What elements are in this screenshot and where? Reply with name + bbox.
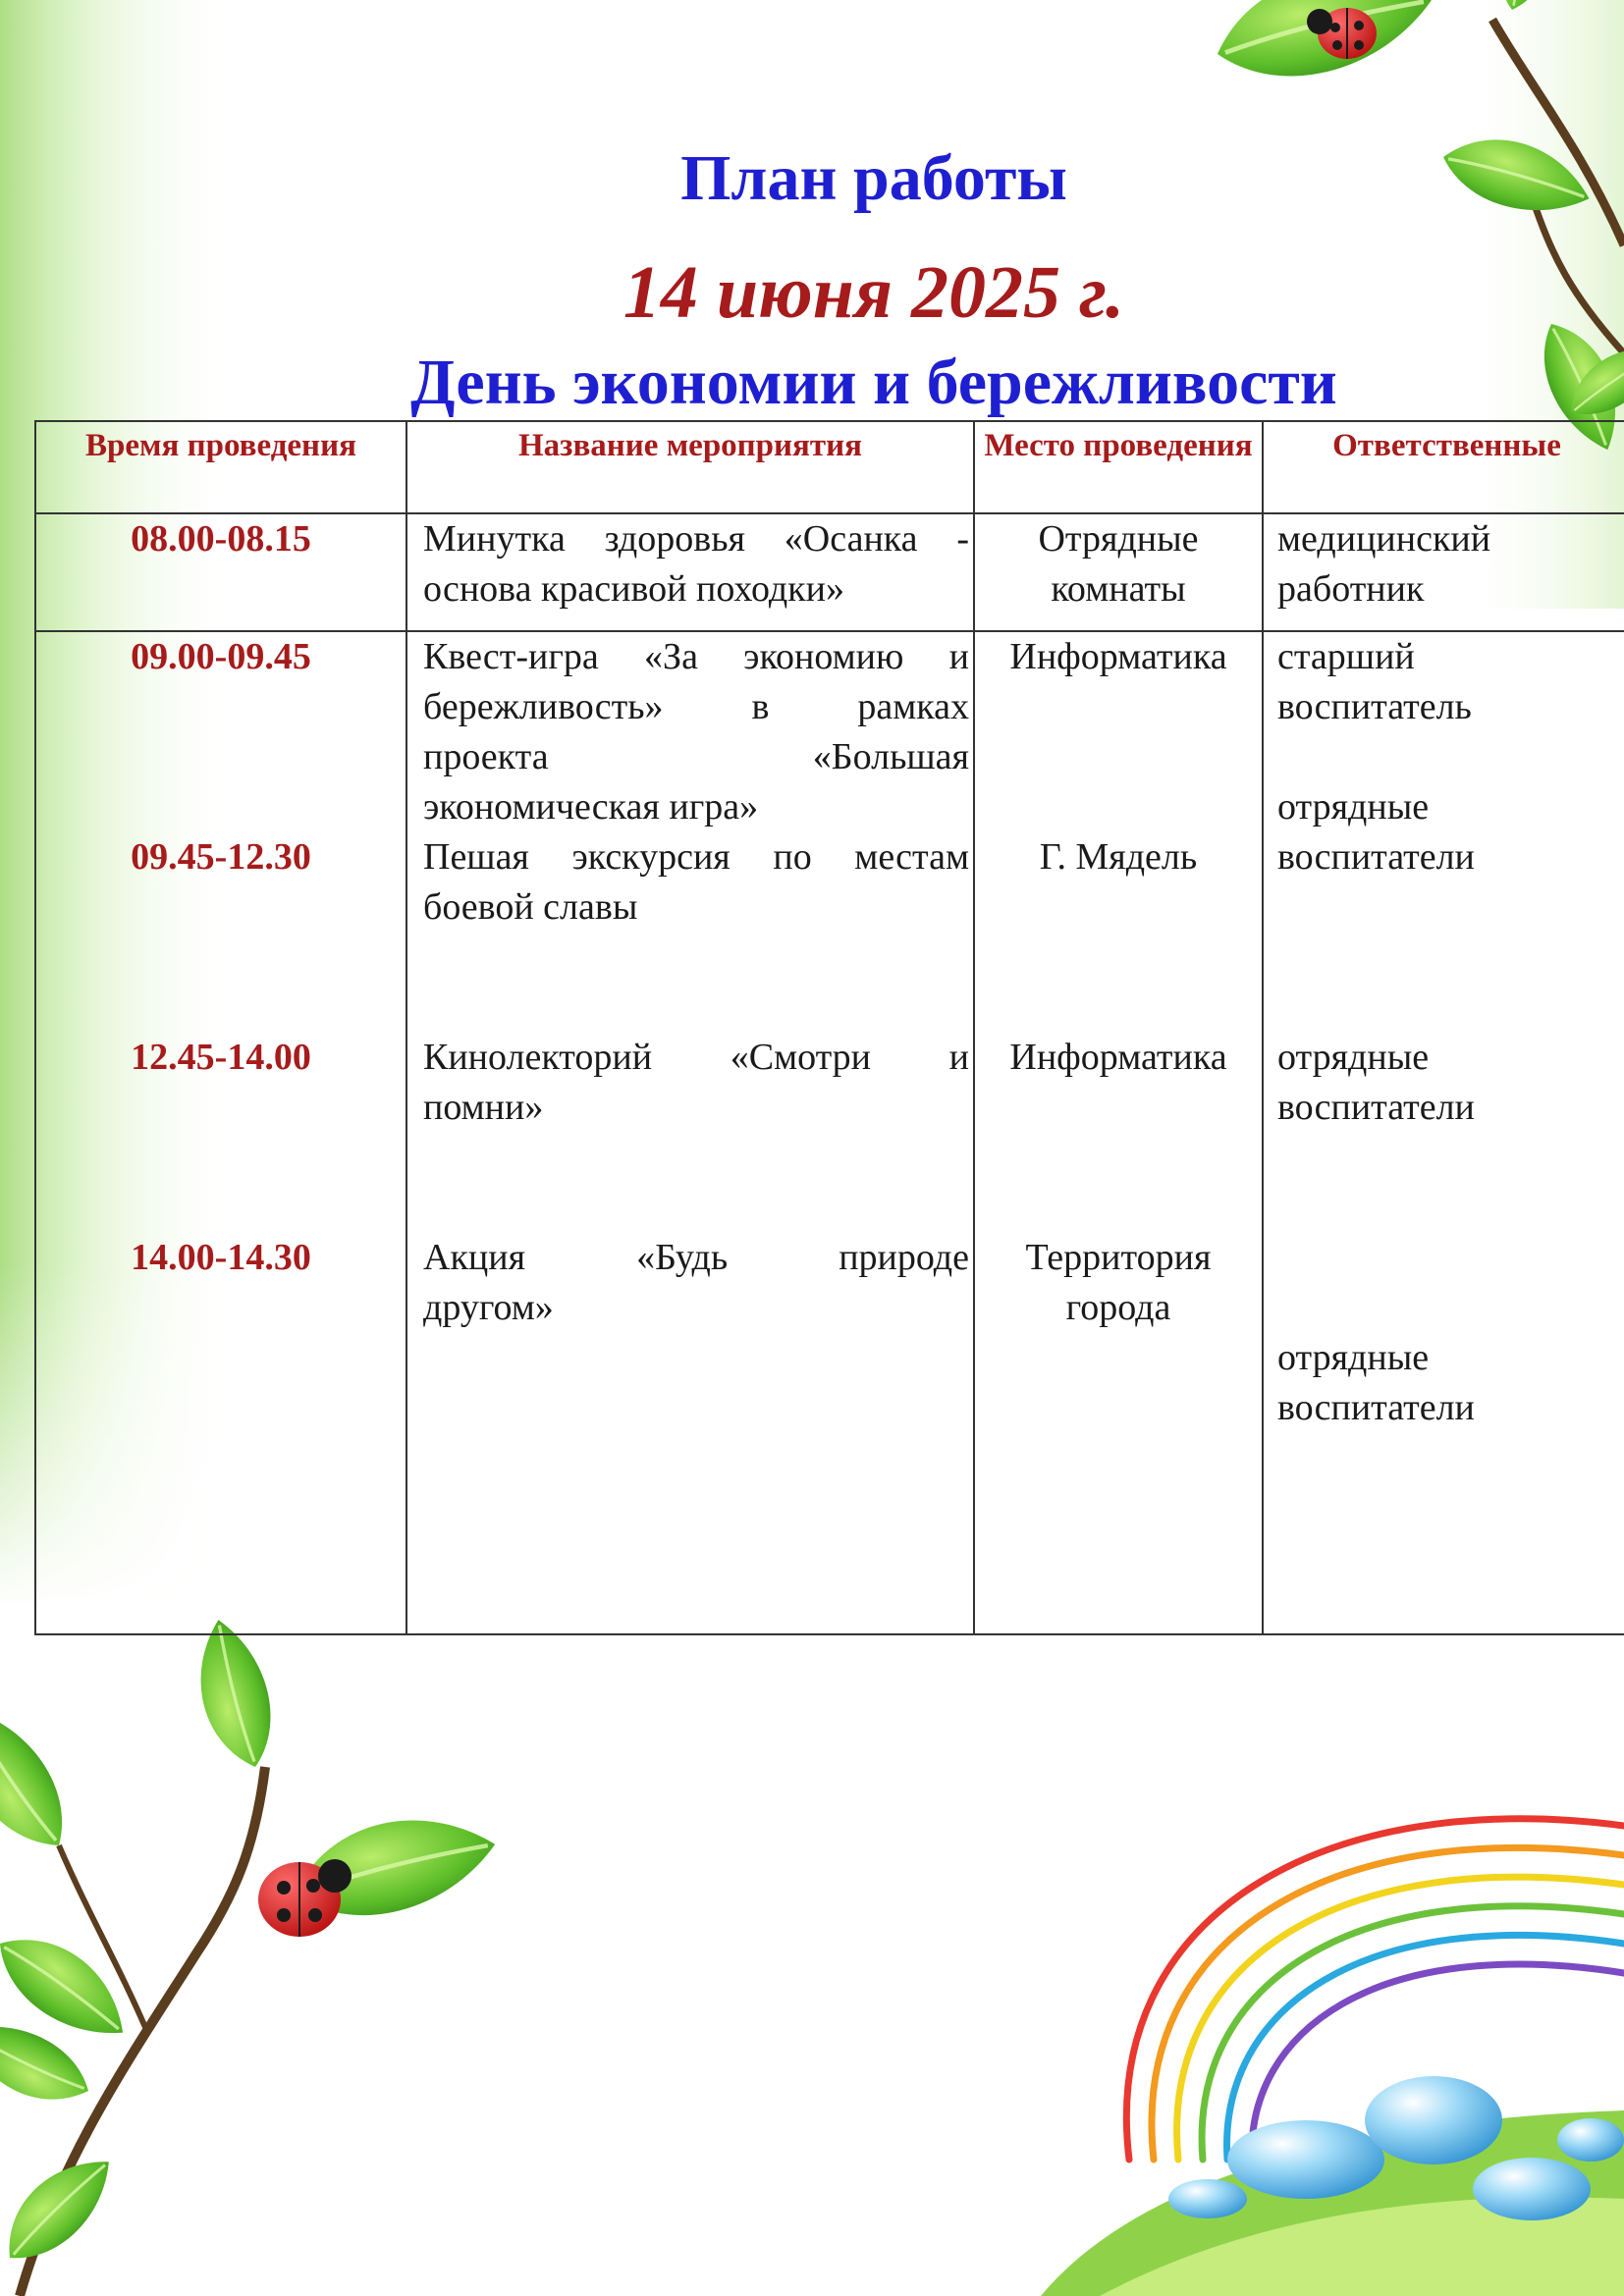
activity-line: основа красивой походки» (423, 568, 844, 610)
responsible-cell (1263, 513, 1624, 631)
time-value: 12.45-14.00 (131, 1037, 311, 1078)
time-value: 09.00-09.45 (131, 636, 311, 677)
responsible-line: старший (1277, 636, 1415, 677)
activity-cell (406, 631, 974, 1634)
place-line: Территория (1025, 1237, 1212, 1278)
place-line: города (1065, 1287, 1171, 1328)
table-row (35, 513, 1624, 631)
responsible-line: медицинский (1277, 518, 1491, 560)
responsible-line: работник (1277, 568, 1425, 610)
time-cell (35, 631, 406, 1634)
place-cell (974, 631, 1263, 1634)
page-title: План работы (680, 142, 1067, 214)
responsible-line: отрядные (1277, 1037, 1430, 1078)
place-line: Отрядные (1038, 518, 1199, 560)
activity-line: другом» (423, 1287, 554, 1328)
activity-line: Кинолекторий «Смотри и (423, 1037, 969, 1078)
schedule-table (34, 420, 1624, 1635)
header (0, 0, 1624, 422)
column-header-time: Время проведения (35, 421, 406, 513)
responsible-cell (1263, 631, 1624, 1634)
activity-line: Квест-игра «За экономию и (423, 636, 969, 677)
responsible-line: воспитатели (1277, 836, 1475, 878)
time-value: 09.45-12.30 (131, 836, 311, 878)
responsible-line: отрядные (1277, 786, 1430, 828)
activity-line: проекта «Большая (423, 736, 969, 777)
activity-line: боевой славы (423, 886, 638, 928)
responsible-line: воспитатели (1277, 1087, 1475, 1128)
time-value: 14.00-14.30 (131, 1237, 311, 1278)
responsible-line: воспитатель (1277, 686, 1472, 727)
responsible-line: воспитатели (1277, 1387, 1475, 1428)
activity-line: помни» (423, 1087, 544, 1128)
column-header-place: Место проведения (974, 421, 1263, 513)
responsible-line: отрядные (1277, 1337, 1430, 1378)
activity-line: экономическая игра» (423, 786, 759, 828)
table-header-row (35, 421, 1624, 513)
activity-line: Минутка здоровья «Осанка - (423, 518, 969, 560)
activity-cell (406, 513, 974, 631)
place-line: комнаты (1051, 568, 1186, 610)
ladybug-icon (258, 1859, 352, 1937)
activity-line: Акция «Будь природе (423, 1237, 969, 1278)
day-theme-heading: День экономии и бережливости (410, 347, 1337, 418)
time-cell (35, 513, 406, 631)
column-header-activity: Название мероприятия (406, 421, 974, 513)
place-cell (974, 513, 1263, 631)
place-line: Информатика (1009, 1037, 1227, 1078)
column-header-responsible: Ответственные (1263, 421, 1624, 513)
place-line: Информатика (1009, 636, 1227, 677)
activity-line: Пешая экскурсия по местам (423, 836, 969, 878)
place-line: Г. Мядель (1039, 836, 1198, 878)
time-value: 08.00-08.15 (131, 518, 311, 560)
date-heading: 14 июня 2025 г. (623, 251, 1125, 334)
table-row (35, 631, 1624, 1634)
activity-line: бережливость» в рамках (423, 686, 969, 727)
